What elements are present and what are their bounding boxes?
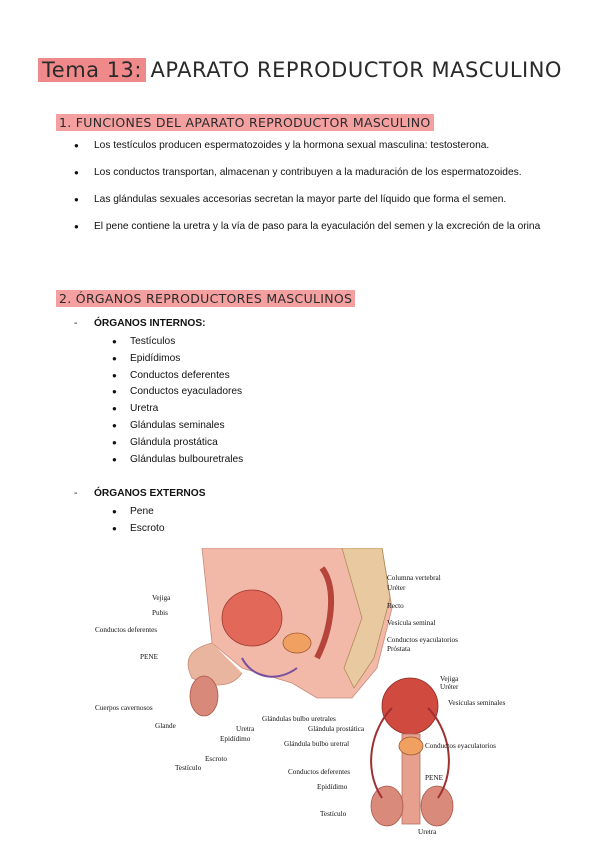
label-uretra-side: Uretra <box>236 725 255 733</box>
label-testiculo-front: Testículo <box>320 810 347 818</box>
list-item: ● Uretra <box>112 401 243 418</box>
label-bulbo-front: Glándula bulbo uretral <box>284 740 350 748</box>
list-item: ● Glándulas seminales <box>112 418 243 435</box>
label-testiculo-side: Testículo <box>175 764 202 772</box>
list-item: ● Glándulas bulbouretrales <box>112 452 243 469</box>
internal-organs-list <box>112 334 243 468</box>
title-prefix: Tema 13: <box>38 58 146 82</box>
label-ureter-side: Uréter <box>387 584 406 592</box>
label-vesiculas-front: Vesículas seminales <box>448 699 506 707</box>
label-vejiga-front: Vejiga <box>440 675 459 683</box>
label-prostatica-front: Glándula prostática <box>308 725 365 733</box>
external-organs-label: - ÓRGANOS EXTERNOS <box>74 488 206 499</box>
list-item: ● Testículos <box>112 334 243 351</box>
label-pubis: Pubis <box>152 609 168 617</box>
label-pene-side: PENE <box>140 653 158 661</box>
list-item: ● Epidídimos <box>112 351 243 368</box>
label-vejiga-side: Vejiga <box>152 594 171 602</box>
label-glande: Glande <box>155 722 176 730</box>
list-item: ● Las glándulas sexuales accesorias secretan la mayor parte del líquido que forma el semen. <box>74 191 544 208</box>
section-heading-organs: 2. ÓRGANOS REPRODUCTORES MASCULINOS <box>56 290 355 307</box>
list-item: ● Los conductos transportan, almacenan y contribuyen a la maduración de los espermatozoides. <box>74 164 544 181</box>
label-conductos-deferentes-side: Conductos deferentes <box>95 626 158 634</box>
label-ureter-front: Uréter <box>440 683 459 691</box>
label-conductos-def-front: Conductos deferentes <box>288 768 351 776</box>
label-cuerpos: Cuerpos cavernosos <box>95 704 153 712</box>
list-item: ● Los testículos producen espermatozoides y la hormona sexual masculina: testosterona. <box>74 137 544 154</box>
page-title <box>0 58 600 82</box>
sagittal-view <box>188 548 392 716</box>
list-item: ● Conductos deferentes <box>112 368 243 385</box>
label-pene-front: PENE <box>425 774 443 782</box>
label-prostata: Próstata <box>387 645 411 653</box>
list-item: ● Glándula prostática <box>112 435 243 452</box>
frontal-view <box>371 678 453 826</box>
label-epididimo-front: Epidídimo <box>317 783 348 791</box>
anatomy-illustration <box>92 548 510 838</box>
label-vesicula: Vesícula seminal <box>387 619 436 627</box>
list-item: ● El pene contiene la uretra y la vía de paso para la eyaculación del semen y la excreción de la orina <box>74 218 544 235</box>
label-epididimo-side: Epidídimo <box>220 735 251 743</box>
label-bulbo-side: Glándulas bulbo uretrales <box>262 715 336 723</box>
label-conductos-eyac-front: Conductos eyaculatorios <box>425 742 496 750</box>
title-main: APARATO REPRODUCTOR MASCULINO <box>150 58 562 82</box>
label-columna: Columna vertebral <box>387 574 441 582</box>
list-item: ● Conductos eyaculadores <box>112 384 243 401</box>
anatomy-figure <box>92 548 510 838</box>
external-organs-list <box>112 504 165 538</box>
label-escroto: Escroto <box>205 755 227 763</box>
internal-organs-label: - ÓRGANOS INTERNOS: <box>74 318 206 329</box>
label-recto: Recto <box>387 602 404 610</box>
section-heading-functions: 1. FUNCIONES DEL APARATO REPRODUCTOR MASCULINO <box>56 114 434 131</box>
list-item: ● Escroto <box>112 521 165 538</box>
functions-list <box>74 137 544 245</box>
list-item: ● Pene <box>112 504 165 521</box>
label-uretra-front: Uretra <box>418 828 437 836</box>
label-conductos-eyac-side: Conductos eyaculatorios <box>387 636 458 644</box>
